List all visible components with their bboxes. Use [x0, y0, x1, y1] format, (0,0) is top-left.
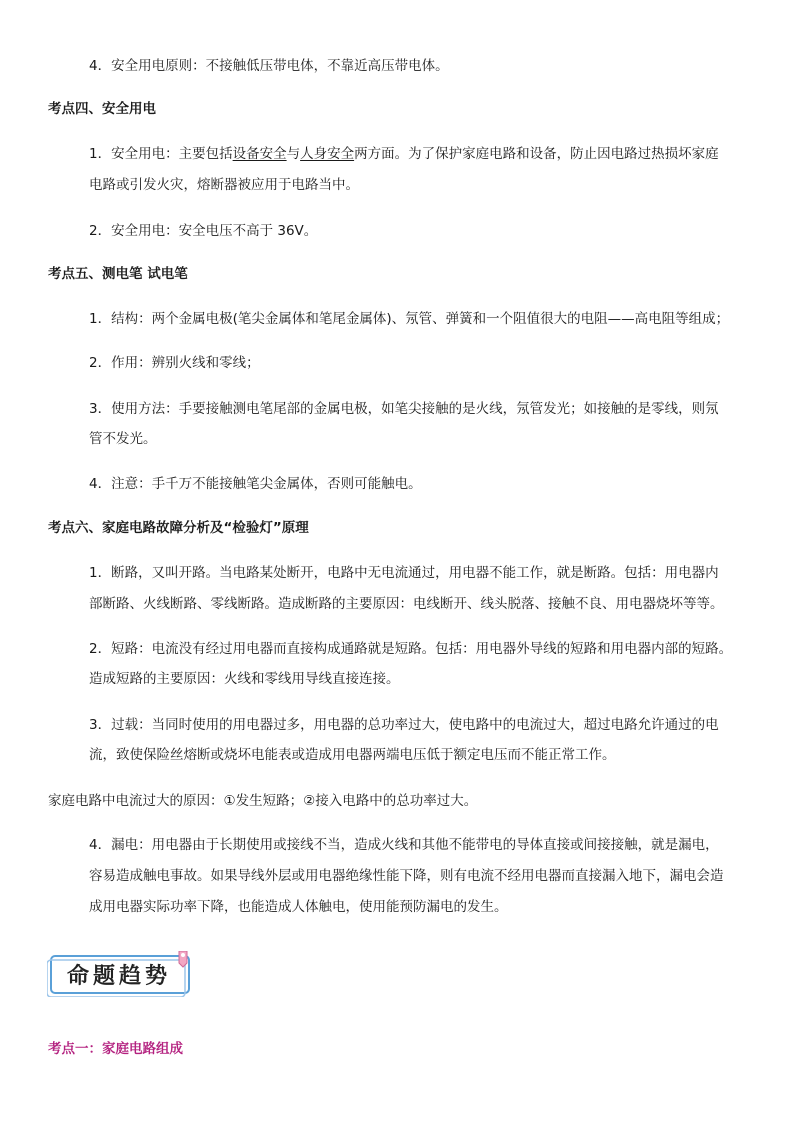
text-run: 两方面。为了保护家庭电路和设备，防止因电路过热损坏家庭 [354, 146, 719, 162]
text-run: 与 [286, 146, 301, 162]
paragraph-line: 容易造成触电事故。如果导线外层或用电器绝缘性能下降，则有电流不经用电器而直接漏入地下，漏电会造 [89, 868, 724, 884]
section-heading: 考点四、安全用电 [48, 101, 156, 117]
paragraph-line: 3．过载：当同时使用的用电器过多，用电器的总功率过大，使电路中的电流过大，超过电路允许通过的电 [89, 717, 719, 733]
paragraph-line: 成用电器实际功率下降，也能造成人体触电，使用能预防漏电的发生。 [89, 899, 508, 915]
paragraph-line: 1．断路，又叫开路。当电路某处断开，电路中无电流通过，用电器不能工作，就是断路。包括：用电器内 [89, 565, 719, 581]
paragraph-line: 造成短路的主要原因：火线和零线用导线直接连接。 [89, 671, 400, 687]
underlined-term: 设备安全 [232, 146, 287, 162]
paragraph-line: 1．结构：两个金属电极(笔尖金属体和笔尾金属体)、氖管、弹簧和一个阻值很大的电阻——高电阻等组成； [89, 311, 730, 327]
paragraph-line: 4．漏电：用电器由于长期使用或接线不当，造成火线和其他不能带电的导体直接或间接接触，就是漏电， [89, 837, 719, 853]
banner-title: 命题趋势 [67, 963, 172, 989]
paragraph-line: 2．作用：辨别火线和零线； [89, 355, 260, 371]
paragraph-line: 流，致使保险丝熔断或烧坏电能表或造成用电器两端电压低于额定电压而不能正常工作。 [89, 747, 616, 763]
underlined-term: 人身安全 [300, 146, 355, 162]
paragraph-line: 电路或引发火灾，熔断器被应用于电路当中。 [89, 177, 359, 193]
section-banner [47, 951, 195, 997]
paragraph-line [89, 145, 719, 163]
paragraph-line: 3．使用方法：手要接触测电笔尾部的金属电极，如笔尖接触的是火线，氖管发光；如接触的是零线，则氖 [89, 401, 719, 417]
paragraph-line: 2．安全用电：安全电压不高于 36V。 [89, 223, 318, 239]
paragraph-line: 家庭电路中电流过大的原因：①发生短路；②接入电路中的总功率过大。 [48, 793, 478, 809]
section-heading: 考点六、家庭电路故障分析及“检验灯”原理 [48, 520, 309, 536]
subsection-heading: 考点一：家庭电路组成 [48, 1041, 183, 1057]
paragraph-line: 2．短路：电流没有经过用电器而直接构成通路就是短路。包括：用电器外导线的短路和用电器内部的短路。 [89, 641, 733, 657]
paragraph-line: 管不发光。 [89, 431, 157, 447]
paragraph-line: 4．注意：手千万不能接触笔尖金属体，否则可能触电。 [89, 476, 422, 492]
paragraph-line: 部断路、火线断路、零线断路。造成断路的主要原因：电线断开、线头脱落、接触不良、用电器烧坏等等。 [89, 596, 724, 612]
paragraph-line: 4．安全用电原则：不接触低压带电体，不靠近高压带电体。 [89, 58, 449, 74]
text-run: 1．安全用电：主要包括 [89, 146, 233, 162]
section-heading: 考点五、测电笔 试电笔 [48, 266, 188, 282]
